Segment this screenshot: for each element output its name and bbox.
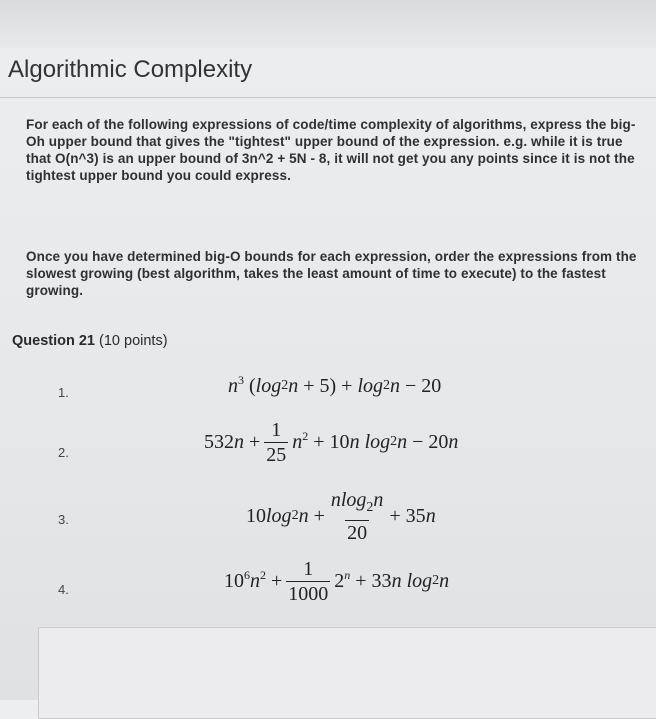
expression-2-fraction-numerator: 1: [271, 418, 282, 441]
question-points: (10 points): [99, 333, 168, 349]
expression-4-fraction: [286, 558, 330, 605]
question-header: [12, 333, 168, 349]
expression-4-number: 4.: [58, 582, 69, 597]
expression-3-fraction-denominator: 20: [347, 521, 368, 544]
expression-3-fraction-numerator: nlog$_2$n: [330, 488, 384, 515]
expression-2-fraction: [264, 419, 288, 466]
answer-textarea[interactable]: [38, 627, 656, 719]
expression-2-number: 2.: [58, 445, 69, 460]
expression-4-fraction-numerator: 1: [303, 557, 314, 580]
expression-3-number: 3.: [58, 512, 69, 527]
window-top-frame: [0, 0, 656, 48]
expression-2-fraction-denominator: 25: [266, 443, 287, 466]
expression-4-fraction-denominator: 1000: [288, 582, 329, 605]
expression-1: n $^3$ ( log 2 n + 5) + log 2 n − 20: [228, 372, 442, 397]
expression-3: 10 log 2 n + $\frac{nlog_2n}{20}$ + 35 n: [246, 488, 436, 544]
page-title: Algorithmic Complexity: [8, 56, 253, 83]
expression-3-fraction: [329, 489, 386, 544]
intro-paragraph: For each of the following expressions of code/time complexity of algorithms, express the big-Oh upper bound that gives the "tightest" upper bound of the expression. e.g. while it is true that O(n^3) is an upper bound of 3n^2 + 5N - 8, it will not get you any points since it is not the tightest upper bound you could express.: [26, 117, 636, 183]
question-label: Question 21: [12, 333, 95, 349]
expression-1-number: 1.: [58, 385, 69, 400]
title-divider: [0, 97, 656, 98]
expression-4: 10 $^6$ n $^2$ + $\frac{1}{1000}$ 2 $^n$ + 33 n log 2 n: [224, 557, 450, 605]
instructions-paragraph: Once you have determined big-O bounds for each expression, order the expressions from the slowest growing (best algorithm, takes the least amount of time to execute) to the fastest growing.: [26, 249, 637, 298]
expression-2: 532 n + $\frac{1}{25}$ n $^2$ + 10 n log 2 n − 20 n: [204, 418, 459, 466]
